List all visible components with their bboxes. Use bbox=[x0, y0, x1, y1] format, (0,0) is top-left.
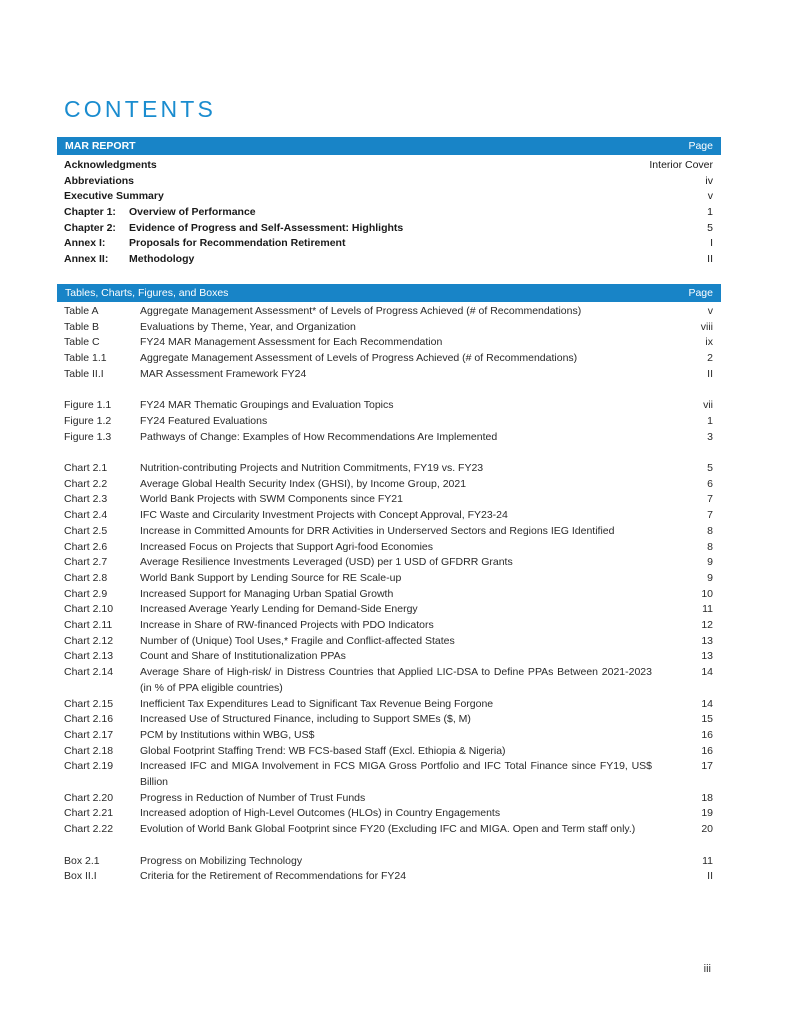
list-item-title: Increased Support for Managing Urban Spatial Growth bbox=[140, 587, 394, 600]
list-item-title: Global Footprint Staffing Trend: WB FCS-based Staff (Excl. Ethiopia & Nigeria) bbox=[140, 744, 506, 757]
list-item bbox=[64, 367, 713, 383]
list-item bbox=[64, 759, 713, 790]
list-item-label: Table II.I bbox=[64, 367, 104, 380]
list-item-label: Chart 2.8 bbox=[64, 571, 108, 584]
list-item bbox=[64, 602, 713, 618]
list-item-title: Criteria for the Retirement of Recommendations for FY24 bbox=[140, 870, 407, 883]
list-item-page: 8 bbox=[707, 540, 713, 553]
list-item-label: Chart 2.11 bbox=[64, 619, 113, 632]
list-item-page: viii bbox=[700, 320, 713, 333]
toc-entry bbox=[64, 158, 713, 174]
list-item bbox=[64, 822, 713, 838]
list-item bbox=[64, 854, 713, 870]
toc-entry-title: Overview of Performance bbox=[129, 206, 256, 219]
list-item-page: 7 bbox=[707, 509, 713, 522]
list-item-page: 15 bbox=[701, 713, 713, 726]
list-item bbox=[64, 869, 713, 885]
list-item-title: Progress in Reduction of Number of Trust Funds bbox=[140, 791, 366, 804]
list-item-label: Chart 2.20 bbox=[64, 791, 114, 804]
list-item-title: Pathways of Change: Examples of How Recommendations Are Implemented bbox=[140, 430, 498, 443]
tables-section-header bbox=[57, 284, 721, 302]
list-item-title: Evolution of World Bank Global Footprint since FY20 (Excluding IFC and MIGA. Open and Term staff only.) bbox=[140, 823, 636, 836]
list-item-page: 7 bbox=[707, 493, 713, 506]
mar-report-list bbox=[64, 158, 713, 268]
list-item-label: Figure 1.2 bbox=[64, 414, 112, 427]
list-item-title: Increased Average Yearly Lending for Demand-Side Energy bbox=[140, 603, 418, 616]
list-item-label: Chart 2.16 bbox=[64, 713, 114, 726]
mar-report-header-label: MAR REPORT bbox=[65, 140, 136, 152]
group-spacer bbox=[64, 838, 713, 854]
group-spacer bbox=[64, 445, 713, 461]
list-item bbox=[64, 728, 713, 744]
list-item-label: Chart 2.19 bbox=[64, 760, 114, 773]
list-item-label: Chart 2.10 bbox=[64, 603, 114, 616]
toc-entry bbox=[64, 236, 713, 252]
toc-entry bbox=[64, 174, 713, 190]
list-item-label: Chart 2.5 bbox=[64, 524, 108, 537]
list-item-label: Chart 2.12 bbox=[64, 634, 114, 647]
list-item-page: 11 bbox=[702, 603, 713, 616]
list-item bbox=[64, 618, 713, 634]
group-spacer bbox=[64, 383, 713, 399]
list-item-label: Chart 2.14 bbox=[64, 666, 114, 679]
list-item bbox=[64, 791, 713, 807]
list-item bbox=[64, 524, 713, 540]
list-item bbox=[64, 697, 713, 713]
list-item bbox=[64, 414, 713, 430]
list-item-page: 9 bbox=[707, 571, 713, 584]
list-item-title: Aggregate Management Assessment of Levels of Progress Achieved (# of Recommendations) bbox=[140, 352, 578, 365]
list-item bbox=[64, 712, 713, 728]
list-item-page: 18 bbox=[701, 791, 713, 804]
list-item-label: Box 2.1 bbox=[64, 854, 100, 867]
list-item-page: 9 bbox=[707, 556, 713, 569]
list-item-label: Box II.I bbox=[64, 870, 97, 883]
list-item bbox=[64, 398, 713, 414]
list-item-label: Chart 2.13 bbox=[64, 650, 114, 663]
list-item-label: Chart 2.22 bbox=[64, 823, 114, 836]
list-item-title: Increase in Share of RW-financed Projects with PDO Indicators bbox=[140, 619, 434, 632]
toc-entry bbox=[64, 252, 713, 268]
toc-entry bbox=[64, 205, 713, 221]
list-item-page: 1 bbox=[707, 414, 713, 427]
list-item-page: 12 bbox=[701, 619, 713, 632]
list-item bbox=[64, 540, 713, 556]
list-item-title: PCM by Institutions within WBG, US$ bbox=[140, 728, 315, 741]
page-title: CONTENTS bbox=[64, 96, 217, 122]
list-item bbox=[64, 477, 713, 493]
list-item-title: Inefficient Tax Expenditures Lead to Significant Tax Revenue Being Forgone bbox=[140, 697, 494, 710]
toc-entry-label: Chapter 2: bbox=[64, 221, 116, 234]
toc-entry-label: Annex II: bbox=[64, 253, 109, 266]
list-item-title: Count and Share of Institutionalization PPAs bbox=[140, 650, 346, 663]
list-item-label: Chart 2.6 bbox=[64, 540, 108, 553]
list-item-title: Average Share of High-risk/ in Distress Countries that Applied LIC-DSA to Define PPAs Between 2021-2023 (in % of PPA eligible countries) bbox=[140, 666, 652, 694]
list-item-title: Increase in Committed Amounts for DRR Activities in Underserved Sectors and Regions IEG Identified bbox=[140, 524, 615, 537]
list-item-page: 13 bbox=[701, 650, 713, 663]
tables-section-page-label: Page bbox=[688, 287, 713, 299]
list-item-page: 13 bbox=[701, 634, 713, 647]
toc-entry bbox=[64, 189, 713, 205]
list-item bbox=[64, 806, 713, 822]
list-item-page: vii bbox=[703, 399, 713, 412]
toc-entry-label: Executive Summary bbox=[64, 190, 164, 203]
list-item-page: 2 bbox=[707, 352, 713, 365]
toc-entry-label: Abbreviations bbox=[64, 174, 135, 187]
list-item bbox=[64, 351, 713, 367]
list-item-page: 8 bbox=[707, 524, 713, 537]
toc-entry-page: 1 bbox=[707, 206, 713, 219]
list-item-page: 20 bbox=[701, 823, 713, 836]
list-item bbox=[64, 555, 713, 571]
list-item-page: 10 bbox=[701, 587, 713, 600]
list-item-title: Average Global Health Security Index (GHSI), by Income Group, 2021 bbox=[140, 477, 467, 490]
list-item-title: Progress on Mobilizing Technology bbox=[140, 854, 303, 867]
toc-entry-title: Proposals for Recommendation Retirement bbox=[129, 237, 346, 250]
list-item-label: Chart 2.21 bbox=[64, 807, 114, 820]
list-item-title: Nutrition-contributing Projects and Nutrition Commitments, FY19 vs. FY23 bbox=[140, 462, 484, 474]
list-item-page: 16 bbox=[701, 744, 713, 757]
list-item-label: Figure 1.1 bbox=[64, 399, 112, 412]
list-item-title: Evaluations by Theme, Year, and Organization bbox=[140, 320, 356, 333]
list-item-page: 11 bbox=[702, 854, 713, 867]
list-item bbox=[64, 744, 713, 760]
list-item bbox=[64, 587, 713, 603]
toc-entry-page: Interior Cover bbox=[649, 159, 713, 171]
list-item-page: 16 bbox=[701, 728, 713, 741]
list-item-label: Chart 2.4 bbox=[64, 509, 108, 522]
list-item-title: FY24 MAR Thematic Groupings and Evaluation Topics bbox=[140, 399, 394, 412]
list-item bbox=[64, 335, 713, 351]
list-item bbox=[64, 461, 713, 477]
list-item bbox=[64, 665, 713, 696]
list-item bbox=[64, 571, 713, 587]
list-item-label: Chart 2.1 bbox=[64, 462, 108, 474]
list-item bbox=[64, 492, 713, 508]
list-item bbox=[64, 304, 713, 320]
toc-entry-label: Acknowledgments bbox=[64, 159, 157, 171]
list-item-title: Increased Use of Structured Finance, including to Support SMEs ($, M) bbox=[140, 713, 471, 726]
tables-charts-list bbox=[64, 304, 713, 885]
list-item-page: 6 bbox=[707, 477, 713, 490]
toc-entry bbox=[64, 221, 713, 237]
list-item-label: Table A bbox=[64, 305, 99, 317]
list-item-page: 19 bbox=[701, 807, 713, 820]
list-item bbox=[64, 508, 713, 524]
list-item-title: FY24 MAR Management Assessment for Each Recommendation bbox=[140, 336, 443, 349]
mar-report-header bbox=[57, 137, 721, 155]
list-item-page: II bbox=[707, 367, 713, 380]
list-item-title: Aggregate Management Assessment* of Levels of Progress Achieved (# of Recommendations) bbox=[140, 305, 582, 317]
list-item-label: Chart 2.9 bbox=[64, 587, 108, 600]
toc-entry-label: Annex I: bbox=[64, 237, 106, 250]
toc-entry-page: I bbox=[710, 237, 713, 250]
list-item bbox=[64, 320, 713, 336]
tables-section-header-label: Tables, Charts, Figures, and Boxes bbox=[65, 287, 229, 299]
list-item-label: Chart 2.2 bbox=[64, 477, 108, 490]
list-item-title: Increased adoption of High-Level Outcomes (HLOs) in Country Engagements bbox=[140, 807, 501, 820]
toc-entry-page: iv bbox=[705, 174, 713, 187]
list-item bbox=[64, 649, 713, 665]
list-item-title: World Bank Support by Lending Source for RE Scale-up bbox=[140, 571, 402, 584]
list-item-label: Chart 2.15 bbox=[64, 697, 114, 710]
list-item-title: Average Resilience Investments Leveraged (USD) per 1 USD of GFDRR Grants bbox=[140, 556, 513, 569]
mar-report-page-label: Page bbox=[688, 140, 713, 152]
list-item-label: Chart 2.17 bbox=[64, 728, 114, 741]
list-item-page: 14 bbox=[701, 666, 713, 679]
toc-entry-page: 5 bbox=[707, 221, 713, 234]
list-item-label: Chart 2.18 bbox=[64, 744, 114, 757]
list-item-page: v bbox=[707, 305, 713, 317]
list-item-label: Figure 1.3 bbox=[64, 430, 112, 443]
toc-entry-title: Evidence of Progress and Self-Assessment: Highlights bbox=[129, 221, 404, 234]
toc-entry-page: v bbox=[707, 190, 713, 203]
list-item bbox=[64, 634, 713, 650]
toc-entry-page: II bbox=[707, 253, 713, 266]
list-item-title: Increased IFC and MIGA Involvement in FCS MIGA Gross Portfolio and IFC Total Finance since FY19, US$ Billion bbox=[140, 760, 652, 789]
list-item-page: ix bbox=[705, 336, 713, 349]
list-item-page: 14 bbox=[701, 697, 713, 710]
list-item-page: II bbox=[707, 870, 713, 883]
toc-entry-title: Methodology bbox=[129, 253, 195, 266]
list-item-label: Chart 2.3 bbox=[64, 493, 108, 506]
list-item-label: Table C bbox=[64, 336, 100, 349]
list-item bbox=[64, 430, 713, 446]
list-item-page: 17 bbox=[701, 760, 713, 773]
list-item-title: World Bank Projects with SWM Components since FY21 bbox=[140, 493, 403, 506]
list-item-title: Increased Focus on Projects that Support Agri-food Economies bbox=[140, 540, 433, 553]
toc-entry-label: Chapter 1: bbox=[64, 206, 116, 219]
list-item-label: Chart 2.7 bbox=[64, 556, 108, 569]
list-item-title: Number of (Unique) Tool Uses,* Fragile and Conflict-affected States bbox=[140, 634, 455, 647]
list-item-title: MAR Assessment Framework FY24 bbox=[140, 367, 307, 380]
page-number: iii bbox=[703, 963, 711, 975]
list-item-title: FY24 Featured Evaluations bbox=[140, 414, 268, 427]
list-item-label: Table B bbox=[64, 320, 100, 333]
list-item-title: IFC Waste and Circularity Investment Projects with Concept Approval, FY23-24 bbox=[140, 509, 508, 522]
list-item-page: 3 bbox=[707, 430, 713, 443]
list-item-page: 5 bbox=[707, 462, 713, 474]
list-item-label: Table 1.1 bbox=[64, 352, 107, 365]
